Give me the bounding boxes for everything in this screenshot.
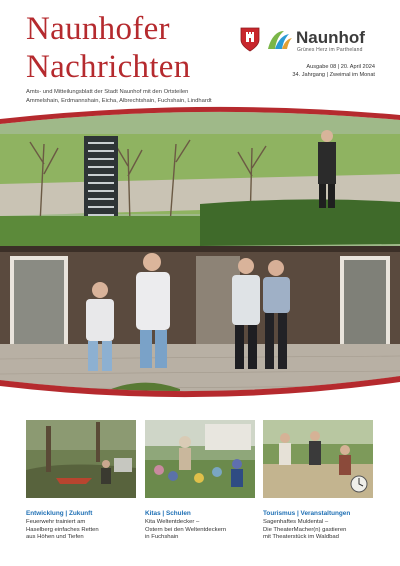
preview-card-development[interactable] — [26, 420, 136, 542]
preview-description-line: Sagenhaftes Muldental – — [263, 519, 329, 525]
preview-category: Entwicklung | Zukunft — [26, 510, 93, 517]
logo-wordmark: Naunhof — [296, 28, 365, 47]
preview-description-line: aus Höhen und Tiefen — [26, 534, 84, 541]
preview-description — [145, 519, 255, 542]
preview-description-line: Feuerwehr trainiert am — [26, 519, 86, 525]
hero-photo — [0, 104, 400, 398]
preview-card-kitas[interactable] — [145, 420, 255, 542]
preview-description — [263, 519, 373, 542]
preview-category: Kitas | Schulen — [145, 510, 191, 517]
preview-thumbnail-theater — [263, 420, 373, 498]
issue-volume-frequency: 34. Jahrgang | Zweimal im Monat — [292, 72, 375, 78]
preview-section — [0, 420, 400, 566]
issue-number-date: Ausgabe 08 | 20. April 2024 — [306, 64, 375, 70]
preview-thumbnail-easter — [145, 420, 255, 498]
subtitle-line-1: Amts- und Mitteilungsblatt der Stadt Naunhof mit den Ortsteilen — [26, 89, 189, 95]
preview-category: Tourismus | Veranstaltungen — [263, 510, 351, 517]
coat-of-arms-icon — [240, 27, 260, 52]
naunhof-logo — [240, 27, 375, 53]
preview-description-line: in Fuchshain — [145, 534, 179, 541]
preview-description-line: Die TheaterMacher(n) gastieren — [263, 526, 347, 533]
preview-card-tourism[interactable] — [263, 420, 373, 542]
preview-thumbnail-fire-rescue — [26, 420, 136, 498]
masthead-title-line-2: Nachrichten — [26, 49, 191, 85]
masthead — [0, 0, 400, 118]
hero-photo-illustration — [0, 104, 400, 398]
preview-description — [26, 519, 136, 542]
preview-description-line: Ostern bei den Weltentdeckern — [145, 526, 227, 533]
masthead-title-line-1: Naunhofer — [26, 11, 170, 47]
logo-tagline: Grünes Herz im Partheland — [297, 47, 363, 53]
masthead-subtitle — [26, 88, 212, 105]
preview-description-line: Haselberg einfaches Retten — [26, 526, 99, 533]
subtitle-line-2: Ammelshain, Erdmannshain, Eicha, Albrechtshain, Fuchshain, Lindhardt — [26, 97, 212, 104]
preview-description-line: mit Theaterstück im Waldbad — [263, 534, 339, 541]
issue-info — [292, 63, 375, 79]
preview-description-line: Kita Weltentdecker – — [145, 519, 200, 525]
